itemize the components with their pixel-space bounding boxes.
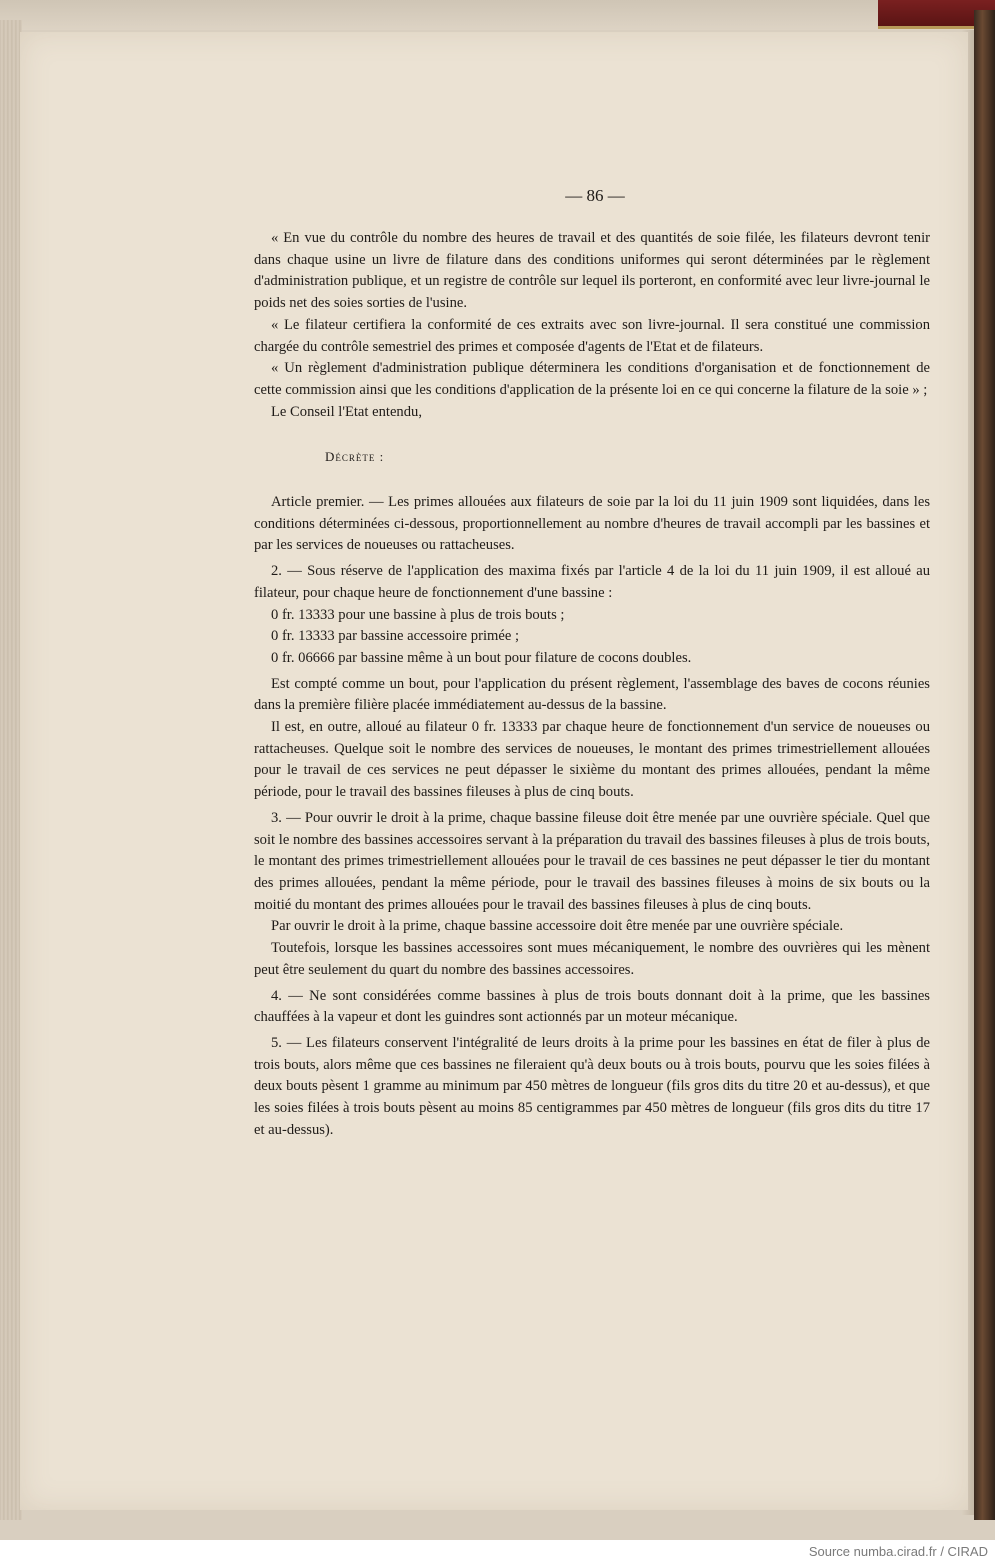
article-2-rate-1: 0 fr. 13333 pour une bassine à plus de trois bouts ;: [271, 606, 565, 623]
book-cover-edge: [974, 10, 995, 1520]
article-2-bout-definition: Est compté comme un bout, pour l'application du présent règlement, l'assemblage des baves de cocons réunies dans la première filière placée immédiatement au-dessus de la bassine.: [254, 675, 930, 714]
scan-top-strip: [0, 0, 995, 30]
source-credit: Source numba.cirad.fr / CIRAD: [808, 1544, 988, 1559]
article-2: 2. — Sous réserve de l'application des maxima fixés par l'article 4 de la loi du 11 juin 1909, il est alloué au filateur, pour chaque heure de fonctionnement d'une bassine :: [254, 563, 930, 601]
article-2-noueuses: Il est, en outre, alloué au filateur 0 fr. 13333 par chaque heure de fonctionnement d'un service de noueuses ou rattacheuses. Quelque soit le nombre des services de noueuses, le montant des primes trimestriellement allouées pour le travail de ces services ne peut dépasser le sixième du montant des primes allouées, pendant la même période, pour le travail des bassines fileuses à plus de cinq bouts.: [254, 719, 930, 801]
paragraph-regulation: « Un règlement d'administration publique déterminera les conditions d'organisation et de fonctionnement de cette commission ainsi que les conditions d'application de la présente loi en ce qui concerne la filature de la soie » ;: [254, 360, 930, 398]
article-4: 4. — Ne sont considérées comme bassines à plus de trois bouts donnant doit à la prime, que les bassines chauffées à la vapeur et dont les guindres sont actionnés par un moteur mécanique.: [254, 987, 930, 1026]
document-body: [254, 228, 930, 1141]
page-number: — 86 —: [565, 186, 625, 205]
article-5: 5. — Les filateurs conservent l'intégralité de leurs droits à la prime pour les bassines en état de filer à plus de trois bouts, alors même que ces bassines ne fileraient qu'à deux bouts ou à trois bouts, pourvu que les soies filées à deux bouts pèsent 1 gramme au minimum par 450 mètres de longueur (fils gros dits du titre 20 et au-dessus), et que les soies filées à trois bouts pèsent au moins 85 centigrammes par 450 mètres de longueur (fils gros dits du titre 17 et au-dessus).: [254, 1034, 930, 1138]
article-3: 3. — Pour ouvrir le droit à la prime, chaque bassine fileuse doit être menée par une ouvrière spéciale. Quel que soit le nombre des bassines accessoires servant à la préparation du travail des bassines fileuses à plus de trois bouts, le montant des primes trimestriellement allouées pour le travail de ces bassines ne peut dépasser le tier du montant des primes allouées, pendant la même période, pour le travail des bassines fileuses à moins de six bouts ou la moitié du montant des primes allouées pour le travail des bassines fileuses à plus de cinq bouts.: [254, 809, 930, 913]
article-3-accessoire: Par ouvrir le droit à la prime, chaque bassine accessoire doit être menée par une ouvrière spéciale.: [271, 918, 844, 935]
paragraph-control-register: « En vue du contrôle du nombre des heures de travail et des quantités de soie filée, les filateurs devront tenir dans chaque usine un livre de filature dans des conditions uniformes qui seront déterminées par le règlement d'administration publique, et un registre de contrôle sur lequel ils porteront, en conformité avec leur livre-journal le poids net des soies sorties de l'usine.: [254, 230, 930, 312]
paragraph-conseil: Le Conseil l'Etat entendu,: [271, 403, 422, 420]
paragraph-commission: « Le filateur certifiera la conformité de ces extraits avec son livre-journal. Il sera constitué une commission chargée du contrôle semestriel des primes et composée d'agents de l'Etat et de filateurs.: [254, 316, 930, 355]
book-binding: [0, 20, 22, 1520]
article-1: Article premier. — Les primes allouées aux filateurs de soie par la loi du 11 juin 1909 sont liquidées, dans les conditions déterminées ci-dessous, proportionnellement au nombre d'heures de travail accompli par les bassines et par les services de noueuses ou rattacheuses.: [254, 494, 930, 554]
article-2-rate-3: 0 fr. 06666 par bassine même à un bout pour filature de cocons doubles.: [271, 649, 692, 666]
article-2-rate-2: 0 fr. 13333 par bassine accessoire primée ;: [271, 628, 520, 645]
article-3-mecanique: Toutefois, lorsque les bassines accessoires sont mues mécaniquement, le nombre des ouvrières qui les mènent peut être seulement du quart du nombre des bassines accessoires.: [254, 940, 930, 978]
decree-heading: Décrète :: [325, 449, 385, 465]
